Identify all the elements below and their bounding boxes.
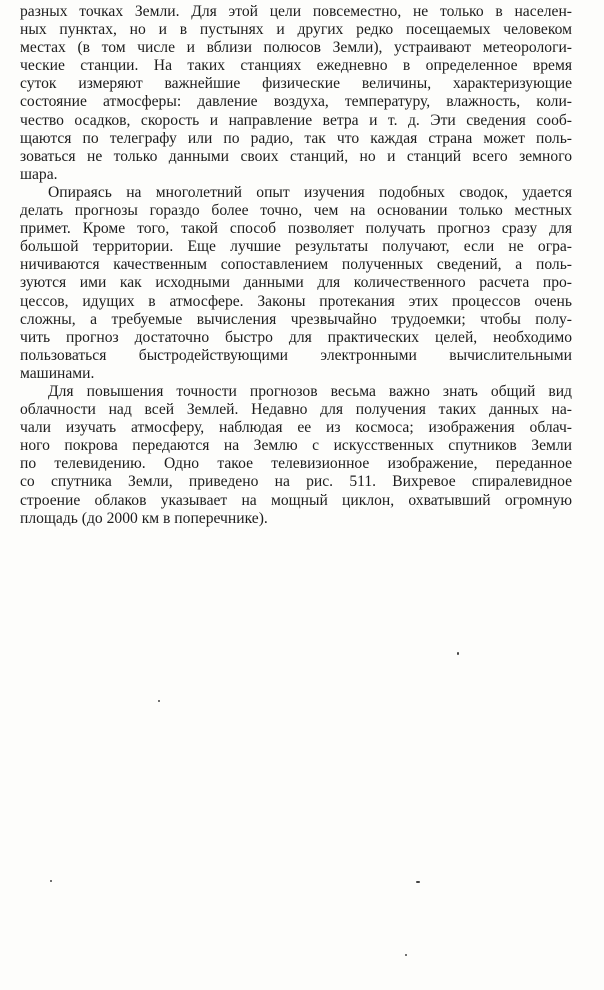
text-line: примет. Кроме того, такой способ позволяет получать прогноз сразу для xyxy=(20,220,572,238)
text-line: по телевидению. Одно такое телевизионное изображение, переданное xyxy=(20,455,572,473)
text-line: ных пунктах, но и в пустынях и других редко посещаемых человеком xyxy=(20,21,572,39)
text-line: чество осадков, скорость и направление ветра и т. д. Эти сведения сооб- xyxy=(20,111,572,129)
text-line: суток измеряют важнейшие физические величины, характеризующие xyxy=(20,75,572,93)
text-line: ческие станции. На таких станциях ежедневно в определенное время xyxy=(20,57,572,75)
text-line: строение облаков указывает на мощный циклон, охватывший огромную xyxy=(20,491,572,509)
body-text xyxy=(20,3,572,528)
text-line: чить прогноз достаточно быстро для практических целей, необходимо xyxy=(20,328,572,346)
text-line: делать прогнозы гораздо более точно, чем на основании только местных xyxy=(20,202,572,220)
text-line: цессов, идущих в атмосфере. Законы протекания этих процессов очень xyxy=(20,292,572,310)
text-line: состояние атмосферы: давление воздуха, температуру, влажность, коли- xyxy=(20,93,572,111)
text-line: Для повышения точности прогнозов весьма важно знать общий вид xyxy=(48,382,572,400)
text-line: со спутника Земли, приведено на рис. 511. Вихревое спиралевидное xyxy=(20,473,572,491)
text-line: площадь (до 2000 км в поперечнике). xyxy=(20,509,268,527)
scan-speck xyxy=(416,881,420,883)
text-line: чали изучать атмосферу, наблюдая ее из космоса; изображения облач- xyxy=(20,419,572,437)
paragraph-1 xyxy=(20,3,572,184)
text-line: ничиваются качественным сопоставлением полученных сведений, а поль- xyxy=(20,256,572,274)
paragraph-3 xyxy=(20,383,572,528)
scan-speck xyxy=(457,652,459,655)
text-line: машинами. xyxy=(20,364,95,382)
text-line: облачности над всей Землей. Недавно для получения таких данных на- xyxy=(20,401,572,419)
text-line: сложны, а требуемые вычисления чрезвычайно трудоемки; чтобы полу- xyxy=(20,310,572,328)
text-line: ного покрова передаются на Землю с искусственных спутников Земли xyxy=(20,437,572,455)
text-line: Опираясь на многолетний опыт изучения подобных сводок, удается xyxy=(48,183,572,201)
scan-speck xyxy=(158,700,160,702)
text-line: зоваться не только данными своих станций, но и станций всего земного xyxy=(20,147,572,165)
scan-speck xyxy=(405,954,407,956)
text-line: разных точках Земли. Для этой цели повсеместно, не только в населен- xyxy=(20,3,572,20)
text-line: пользоваться быстродействующими электронными вычислительными xyxy=(20,346,572,364)
text-line: зуются ими как исходными данными для количественного расчета про- xyxy=(20,274,572,292)
text-line: большой территории. Еще лучшие результаты получают, если не огра- xyxy=(20,238,572,256)
text-line: щаются по телеграфу или по радио, так что каждая страна может поль- xyxy=(20,129,572,147)
paragraph-2 xyxy=(20,184,572,383)
scan-speck xyxy=(50,880,52,882)
text-line: местах (в том числе и вблизи полюсов Земли), устраивают метеорологи- xyxy=(20,39,572,57)
text-line: шара. xyxy=(20,165,58,183)
